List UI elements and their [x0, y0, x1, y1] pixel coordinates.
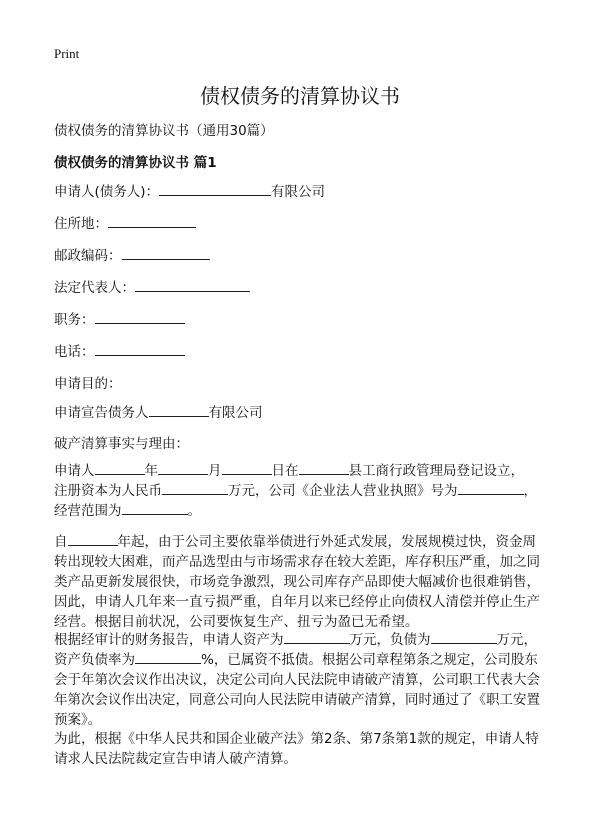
fill-blank	[95, 462, 145, 475]
paragraph-line	[54, 532, 540, 552]
paragraph-line	[54, 650, 540, 670]
text-segment: 为此，根据《中华人民共和国企业破产法》第2条、第7条第1款的规定，申请人特	[54, 731, 539, 747]
fill-blank	[299, 462, 349, 475]
paragraph-line	[54, 552, 540, 572]
text-segment: 月	[208, 463, 222, 479]
field-label: 申请宣告债务人	[54, 405, 149, 421]
text-segment: 转出现较大困难，而产品选型由与市场需求存在较大差距，库存积压严重，加之同	[54, 554, 540, 570]
field-blank	[122, 247, 210, 260]
text-segment: 万元，公司《企业法人营业执照》号为	[228, 483, 458, 499]
text-segment: %，已属资不抵债。根据公司章程第条之规定，公司股东	[201, 652, 538, 668]
field-blank	[149, 404, 209, 417]
paragraph-line	[54, 592, 540, 612]
field-blank	[95, 343, 185, 356]
paragraph	[54, 729, 539, 769]
paragraph	[54, 532, 540, 632]
text-segment: 经营。根据目前状况，公司要恢复生产、扭亏为盈已无希望。	[54, 614, 419, 630]
field-label: 邮政编码：	[54, 248, 122, 264]
paragraph	[54, 461, 537, 521]
field-blank	[135, 279, 250, 292]
text-segment: 预案》。	[54, 712, 102, 728]
form-field	[54, 212, 196, 232]
fill-blank	[122, 502, 188, 515]
fill-blank	[68, 533, 118, 546]
text-segment: 资产负债率为	[54, 652, 135, 668]
paragraph-line	[54, 690, 540, 710]
text-segment: 类产品更新发展很快，市场竞争激烈，现公司库存产品即使大幅减价也很难销售，	[54, 574, 540, 590]
text-segment: 申请人	[54, 463, 95, 479]
fill-blank	[135, 651, 201, 664]
paragraph-line	[54, 481, 537, 501]
form-field	[54, 308, 185, 328]
field-label: 法定代表人：	[54, 280, 135, 296]
text-segment: 年起，由于公司主要依靠举债进行外延式发展，发展规模过快，资金周	[117, 534, 536, 550]
text-segment: 县工商行政管理局登记设立，	[348, 463, 524, 479]
field-blank	[108, 215, 196, 228]
text-segment: 经营范围为	[54, 503, 122, 519]
form-field	[54, 276, 250, 296]
text-segment: 年	[144, 463, 158, 479]
field-suffix: 有限公司	[208, 405, 263, 421]
text-segment: 自	[54, 534, 68, 550]
paragraph-line	[54, 501, 537, 521]
form-field	[54, 401, 263, 421]
form-field	[54, 340, 185, 360]
paragraph-line	[54, 572, 540, 592]
field-label: 职务：	[54, 312, 95, 328]
field-blank	[95, 311, 185, 324]
fill-blank	[222, 462, 272, 475]
text-segment: 根据经审计的财务报告，申请人资产为	[54, 632, 284, 648]
text-segment: 请求人民法院裁定宣告申请人破产清算。	[54, 751, 297, 767]
field-label: 住所地：	[54, 216, 108, 232]
field-label: 申请人(债务人)：	[54, 184, 160, 200]
document-title: 债权债务的清算协议书	[200, 84, 400, 108]
form-field	[54, 180, 325, 200]
fill-blank	[458, 482, 524, 495]
paragraph-line	[54, 729, 539, 749]
field-blank	[159, 183, 271, 196]
text-segment: 万元，	[496, 632, 537, 648]
text-segment: ，	[523, 483, 537, 499]
text-segment: 。	[187, 503, 201, 519]
field-label: 电话：	[54, 344, 95, 360]
paragraph	[54, 630, 540, 730]
text-segment: 年第次会议作出决定，同意公司向人民法院申请破产清算，同时通过了《职工安置	[54, 692, 540, 708]
section-heading: 债权债务的清算协议书 篇1	[54, 155, 217, 171]
fill-blank	[158, 462, 208, 475]
paragraph-line	[54, 461, 537, 481]
document-subtitle: 债权债务的清算协议书（通用30篇）	[54, 123, 274, 139]
section-label: 破产清算事实与理由：	[54, 436, 189, 452]
fill-blank	[284, 631, 350, 644]
print-link[interactable]: Print	[54, 46, 80, 61]
text-segment: 注册资本为人民币	[54, 483, 162, 499]
fill-blank	[162, 482, 228, 495]
fill-blank	[431, 631, 497, 644]
field-suffix: 有限公司	[271, 184, 326, 200]
text-segment: 会于年第次会议作出决议，决定公司向人民法院申请破产清算，公司职工代表大会	[54, 672, 540, 688]
field-label: 申请目的：	[54, 376, 122, 392]
paragraph-line	[54, 670, 540, 690]
paragraph-line	[54, 749, 539, 769]
text-segment: 日在	[271, 463, 299, 479]
text-segment: 因此，申请人几年来一直亏损严重，自年月以来已经停止向债权人清偿并停止生产	[54, 594, 540, 610]
paragraph-line	[54, 630, 540, 650]
paragraph-line	[54, 612, 540, 632]
text-segment: 万元，负债为	[349, 632, 431, 648]
form-field	[54, 372, 122, 392]
form-field	[54, 244, 210, 264]
paragraph-line	[54, 710, 540, 730]
